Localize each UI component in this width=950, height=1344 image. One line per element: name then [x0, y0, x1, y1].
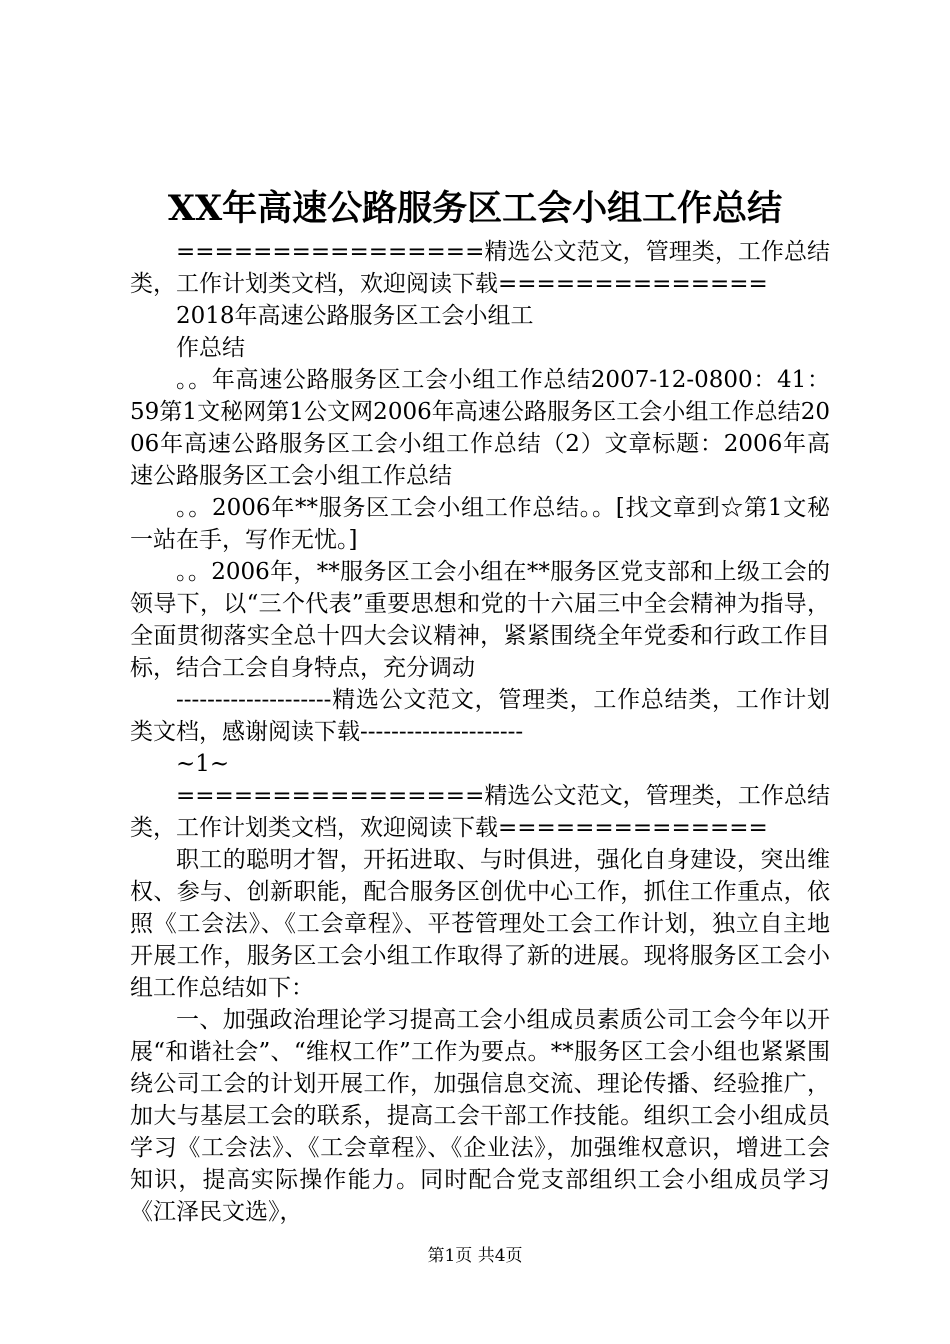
- subtitle-line-1: 2018年高速公路服务区工会小组工: [176, 303, 534, 329]
- header-banner-text: ================精选公文范文，管理类，工作总结类，工作计划类文档，欢迎阅读下载==============: [130, 239, 830, 297]
- page-footer: 第1页 共4页: [427, 1246, 523, 1266]
- footer-banner-text: --------------------精选公文范文，管理类，工作总结类，工作计划类文档，感谢阅读下载---------------------: [130, 687, 830, 745]
- header-banner-text: ================精选公文范文，管理类，工作总结类，工作计划类文档，欢迎阅读下载==============: [130, 783, 830, 841]
- paragraph: 一、加强政治理论学习提高工会小组成员素质公司工会今年以开展“和谐社会”、“维权工作”工作为要点。**服务区工会小组也紧紧围绕公司工会的计划开展工作，加强信息交流、理论传播、经验推广，加大与基层工会的联系，提高工会干部工作技能。组织工会小组成员学习《工会法》、《工会章程》、《企业法》，加强维权意识，增进工会知识，提高实际操作能力。同时配合党支部组织工会小组成员学习《江泽民文选》，: [130, 1007, 830, 1225]
- paragraph: 。。2006年**服务区工会小组工作总结。。[找文章到☆第1文秘一站在手，写作无忧。]: [130, 495, 830, 553]
- paragraph: 职工的聪明才智，开拓进取、与时俱进，强化自身建设，突出维权、参与、创新职能，配合服务区创优中心工作，抓住工作重点，依照《工会法》、《工会章程》、平苍管理处工会工作计划，独立自主地开展工作，服务区工会小组工作取得了新的进展。现将服务区工会小组工作总结如下：: [130, 847, 830, 1001]
- document-title: XX年高速公路服务区工会小组工作总结: [167, 188, 783, 229]
- document-body: [130, 236, 830, 1228]
- subtitle-line-2: 作总结: [176, 335, 245, 361]
- paragraph: 。。2006年，**服务区工会小组在**服务区党支部和上级工会的领导下，以“三个代表”重要思想和党的十六届三中全会精神为指导，全面贯彻落实全总十四大会议精神，紧紧围绕全年党委和行政工作目标，结合工会自身特点，充分调动: [130, 559, 830, 681]
- page-marker: ~1~: [176, 751, 230, 777]
- paragraph: 。。年高速公路服务区工会小组工作总结2007-12-0800：41：59第1文秘网第1公文网2006年高速公路服务区工会小组工作总结2006年高速公路服务区工会小组工作总结（2）文章标题：2006年高速公路服务区工会小组工作总结: [130, 367, 830, 489]
